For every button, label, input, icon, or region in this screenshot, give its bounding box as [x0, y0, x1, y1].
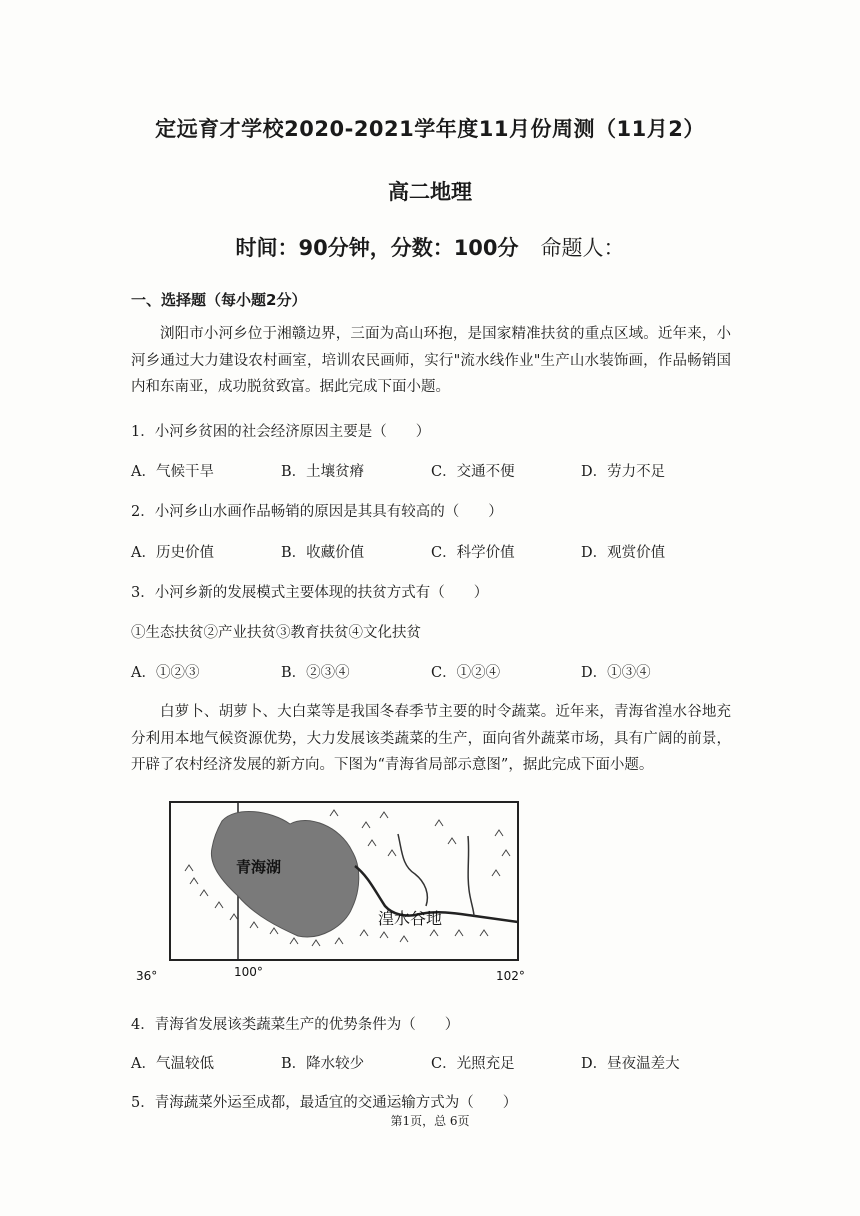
option-a: A．历史价值	[131, 545, 214, 561]
option-d: D．劳力不足	[581, 464, 666, 480]
passage-1: 浏阳市小河乡位于湘赣边界，三面为高山环抱，是国家精准扶贫的重点区域。近年来，小河乡通过大力建设农村画室，培训农民画师，实行"流水线作业"生产山水装饰画，作品畅销国内和东南亚，成功脱贫致富。据此完成下面小题。	[131, 326, 731, 395]
option-b: B．收藏价值	[281, 545, 365, 561]
lake-label: 青海湖	[236, 858, 282, 876]
question-2-stem: 2．小河乡山水画作品畅销的原因是其具有较高的（ ）	[131, 504, 503, 520]
option-a: A．气温较低	[131, 1056, 214, 1072]
exam-meta	[0, 232, 860, 262]
question-1-stem: 1．小河乡贫困的社会经济原因主要是（ ）	[131, 424, 431, 440]
option-a: A．①②③	[131, 665, 200, 681]
question-3-stem: 3．小河乡新的发展模式主要体现的扶贫方式有（ ）	[131, 585, 489, 601]
option-d: D．昼夜温差大	[581, 1056, 680, 1072]
option-c: C．交通不便	[431, 464, 515, 480]
option-d: D．观赏价值	[581, 545, 666, 561]
question-5-stem: 5．青海蔬菜外运至成都，最适宜的交通运输方式为（ ）	[131, 1095, 518, 1111]
page-footer: 第1页，总 6页	[390, 1114, 470, 1128]
subject-title: 高二地理	[388, 180, 472, 204]
option-c: C．科学价值	[431, 545, 515, 561]
option-b: B．土壤贫瘠	[281, 464, 365, 480]
qinghai-lake	[211, 811, 358, 937]
option-a: A．气候干旱	[131, 464, 214, 480]
question-4-stem: 4．青海省发展该类蔬菜生产的优势条件为（ ）	[131, 1017, 460, 1033]
lon-label-100: 100°	[234, 965, 263, 979]
exam-title: 定远育才学校2020-2021学年度11月份周测（11月2）	[155, 117, 705, 141]
lon-label-102: 102°	[496, 969, 525, 983]
river-tributary-1	[398, 834, 427, 906]
lat-label: 36°	[136, 969, 158, 983]
question-3-sub: ①生态扶贫②产业扶贫③教育扶贫④文化扶贫	[131, 625, 421, 641]
valley-label: 湟水谷地	[378, 909, 443, 928]
qinghai-map	[130, 796, 530, 986]
option-c: C．①②④	[431, 665, 501, 681]
option-c: C．光照充足	[431, 1056, 515, 1072]
passage-2: 白萝卜、胡萝卜、大白菜等是我国冬春季节主要的时令蔬菜。近年来，青海省湟水谷地充分利用本地气候资源优势，大力发展该类蔬菜的生产，面向省外蔬菜市场，具有广阔的前景，开辟了农村经济发展的新方向。下图为“青海省局部示意图”，据此完成下面小题。	[131, 704, 731, 773]
river-tributary-2	[468, 836, 474, 916]
option-d: D．①③④	[581, 665, 651, 681]
option-b: B．②③④	[281, 665, 350, 681]
section-title: 一、选择题（每小题2分）	[131, 291, 307, 309]
option-b: B．降水较少	[281, 1056, 365, 1072]
author-label: 命题人：	[540, 236, 625, 260]
time-score: 时间：90分钟，分数：100分	[235, 236, 519, 260]
